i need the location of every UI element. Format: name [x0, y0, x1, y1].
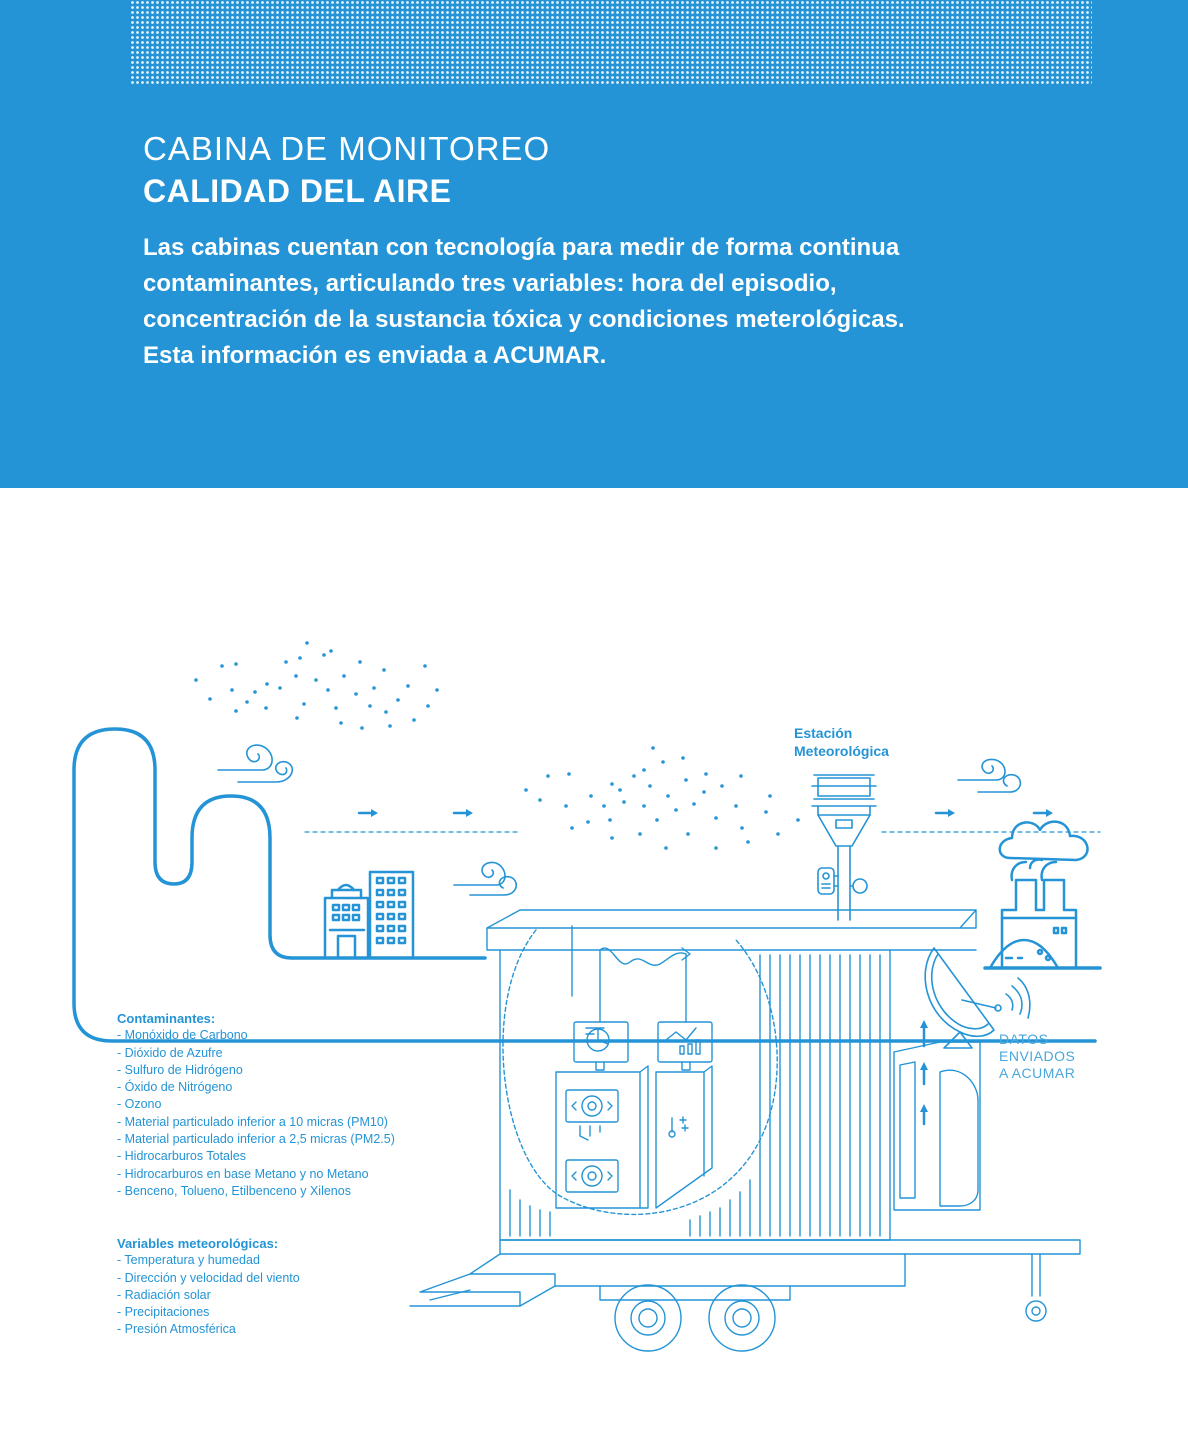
- list-item: - Temperatura y humedad: [117, 1253, 260, 1268]
- wind-icon-3: [958, 759, 1020, 792]
- list-item: - Precipitaciones: [117, 1305, 210, 1320]
- pollutants-title: Contaminantes:: [117, 1011, 216, 1026]
- list-item: - Ozono: [117, 1097, 162, 1112]
- list-item: - Dirección y velocidad del viento: [117, 1270, 300, 1285]
- wind-flow-left: [305, 809, 520, 832]
- title-light: CABINA DE MONITOREO: [143, 130, 551, 167]
- list-item: - Hidrocarburos en base Metano y no Metano: [117, 1166, 369, 1181]
- particles-cloud-middle: [524, 746, 800, 850]
- wind-icon-2: [454, 862, 516, 895]
- wind-icon-1: [218, 745, 292, 782]
- list-item: - Hidrocarburos Totales: [117, 1149, 246, 1164]
- meteo-title: Variables meteorológicas:: [117, 1236, 279, 1251]
- list-item: - Material particulado inferior a 10 micras (PM10): [117, 1114, 388, 1129]
- list-item: - Dióxido de Azufre: [117, 1045, 223, 1060]
- list-item: - Monóxido de Carbono: [117, 1028, 248, 1043]
- data-sent-line: ENVIADOS: [999, 1048, 1076, 1064]
- weather-station-label: [794, 724, 889, 760]
- lead-line: concentración de la sustancia tóxica y condiciones meterológicas.: [143, 306, 905, 333]
- list-item: - Benceno, Tolueno, Etilbenceno y Xilenos: [117, 1183, 351, 1198]
- meteo-variables-list: [117, 1235, 300, 1339]
- weather-station-label-line: Estación: [794, 725, 853, 741]
- lead-line: contaminantes, articulando tres variables: hora del episodio,: [143, 270, 837, 297]
- factory-icon: [985, 822, 1100, 968]
- list-item: - Material particulado inferior a 2,5 micras (PM2.5): [117, 1132, 395, 1147]
- data-sent-line: A ACUMAR: [999, 1065, 1076, 1081]
- analyzer-equipment: [556, 948, 712, 1208]
- lead-line: Las cabinas cuentan con tecnología para medir de forma continua: [143, 234, 900, 261]
- title-bold: CALIDAD DEL AIRE: [143, 173, 452, 209]
- pollutants-list: [117, 1010, 395, 1200]
- particles-cloud-left: [194, 641, 439, 730]
- frame-outline: [74, 729, 1095, 1041]
- list-item: - Sulfuro de Hidrógeno: [117, 1062, 243, 1077]
- lead-paragraph: [143, 230, 1083, 374]
- buildings-icon: [325, 872, 413, 958]
- header-banner: [0, 0, 1188, 488]
- list-item: - Óxido de Nitrógeno: [117, 1080, 233, 1095]
- cabin-body: [410, 910, 1080, 1351]
- weather-station-label-line: Meteorológica: [794, 743, 889, 759]
- weather-station-icon: [812, 775, 876, 920]
- dot-pattern: [130, 0, 1092, 84]
- monitoring-cabin-diagram: [0, 488, 1188, 1450]
- data-sent-label: [999, 1031, 1075, 1082]
- lead-line: Esta información es enviada a ACUMAR.: [143, 342, 607, 369]
- list-item: - Radiación solar: [117, 1287, 211, 1302]
- data-sent-line: DATOS: [999, 1031, 1049, 1047]
- list-item: - Presión Atmosférica: [117, 1322, 236, 1337]
